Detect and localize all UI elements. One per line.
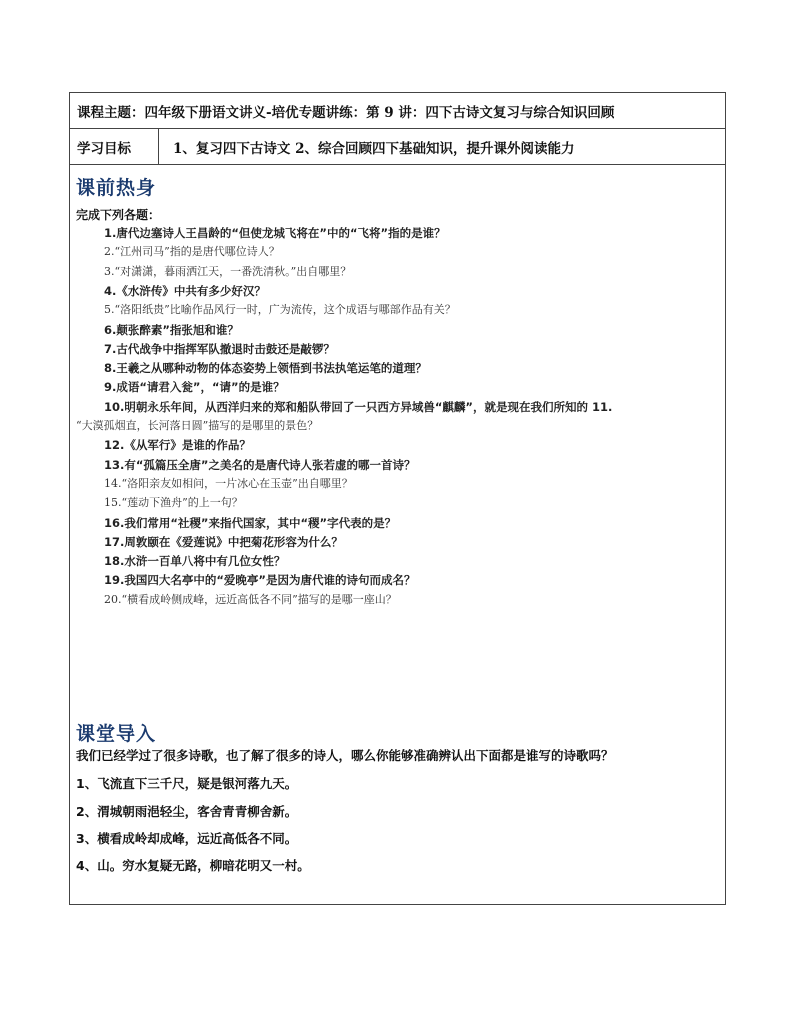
- warmup-subtitle: 完成下列各题：: [76, 208, 161, 222]
- question-item: 7.古代战争中指挥军队撤退时击鼓还是敲锣？: [104, 341, 335, 356]
- question-item: 14.“洛阳亲友如相问，一片冰心在玉壶”出自哪里？: [104, 476, 353, 490]
- goal-row: [70, 129, 725, 165]
- question-item: 20.“横看成岭侧成峰，远近高低各不同”描写的是哪一座山？: [104, 592, 397, 606]
- poem-line: 2、渭城朝雨浥轻尘，客舍青青柳舍新。: [76, 804, 298, 819]
- question-item: 5.“洛阳纸贵”比喻作品风行一时，广为流传，这个成语与哪部作品有关？: [104, 303, 456, 317]
- lesson-sheet: [69, 92, 726, 905]
- cell-divider: [158, 129, 159, 165]
- question-item: 9.成语“请君入瓮”，“请”的是谁？: [104, 380, 285, 395]
- poem-line: 4、山。穷水复疑无路，柳暗花明又一村。: [76, 858, 310, 873]
- intro-lead: 我们已经学过了很多诗歌，也了解了很多的诗人，哪么你能够准确辨认出下面都是谁写的诗歌吗？: [76, 748, 614, 763]
- intro-title: 课堂导入: [76, 723, 157, 745]
- question-item: 8.王羲之从哪种动物的体态姿势上领悟到书法执笔运笔的道理？: [104, 361, 427, 376]
- question-item: 13.有“孤篇压全唐”之美名的是唐代诗人张若虚的哪一首诗？: [104, 457, 416, 472]
- question-item: 4.《水浒传》中共有多少好汉？: [104, 283, 266, 298]
- goal-label: 学习目标: [77, 141, 131, 157]
- topic-row: [70, 93, 725, 129]
- poem-line: 1、飞流直下三千尺，疑是银河落九天。: [76, 776, 298, 791]
- question-item: 6.颠张醉素”指张旭和谁？: [104, 322, 239, 337]
- question-item: 16.我们常用“社稷”来指代国家，其中“稷”字代表的是？: [104, 515, 397, 530]
- question-item: 1.唐代边塞诗人王昌龄的“但使龙城飞将在”中的“飞将”指的是谁？: [104, 226, 446, 240]
- course-topic: 课程主题：四年级下册语文讲义-培优专题讲练：第 9 讲：四下古诗文复习与综合知识回顾: [77, 105, 615, 121]
- question-item: 17.周敦颐在《爱莲说》中把菊花形容为什么？: [104, 534, 343, 549]
- warmup-title: 课前热身: [76, 177, 157, 199]
- question-item: 15.“莲动下渔舟”的上一句？: [104, 496, 243, 510]
- question-item: 12.《从军行》是谁的作品？: [104, 438, 251, 453]
- goal-text: 1、复习四下古诗文 2、综合回顾四下基础知识，提升课外阅读能力: [173, 141, 575, 157]
- question-item: 2.“江州司马”指的是唐代哪位诗人？: [104, 245, 280, 259]
- question-item: 18.水浒一百单八将中有几位女性？: [104, 554, 286, 569]
- question-item: 3.“对潇潇，暮雨洒江天，一番洗清秋。”出自哪里？: [104, 264, 352, 278]
- question-item: “大漠孤烟直，长河落日圆”描写的是哪里的景色？: [76, 419, 319, 432]
- poem-line: 3、横看成岭却成峰，远近高低各不同。: [76, 831, 298, 846]
- question-item: 10.明朝永乐年间，从西洋归来的郑和船队带回了一只西方异域兽“麒麟”，就是现在我们所知的 11.: [104, 399, 613, 414]
- question-item: 19.我国四大名亭中的“爱晚亭”是因为唐代谁的诗句而成名？: [104, 573, 416, 588]
